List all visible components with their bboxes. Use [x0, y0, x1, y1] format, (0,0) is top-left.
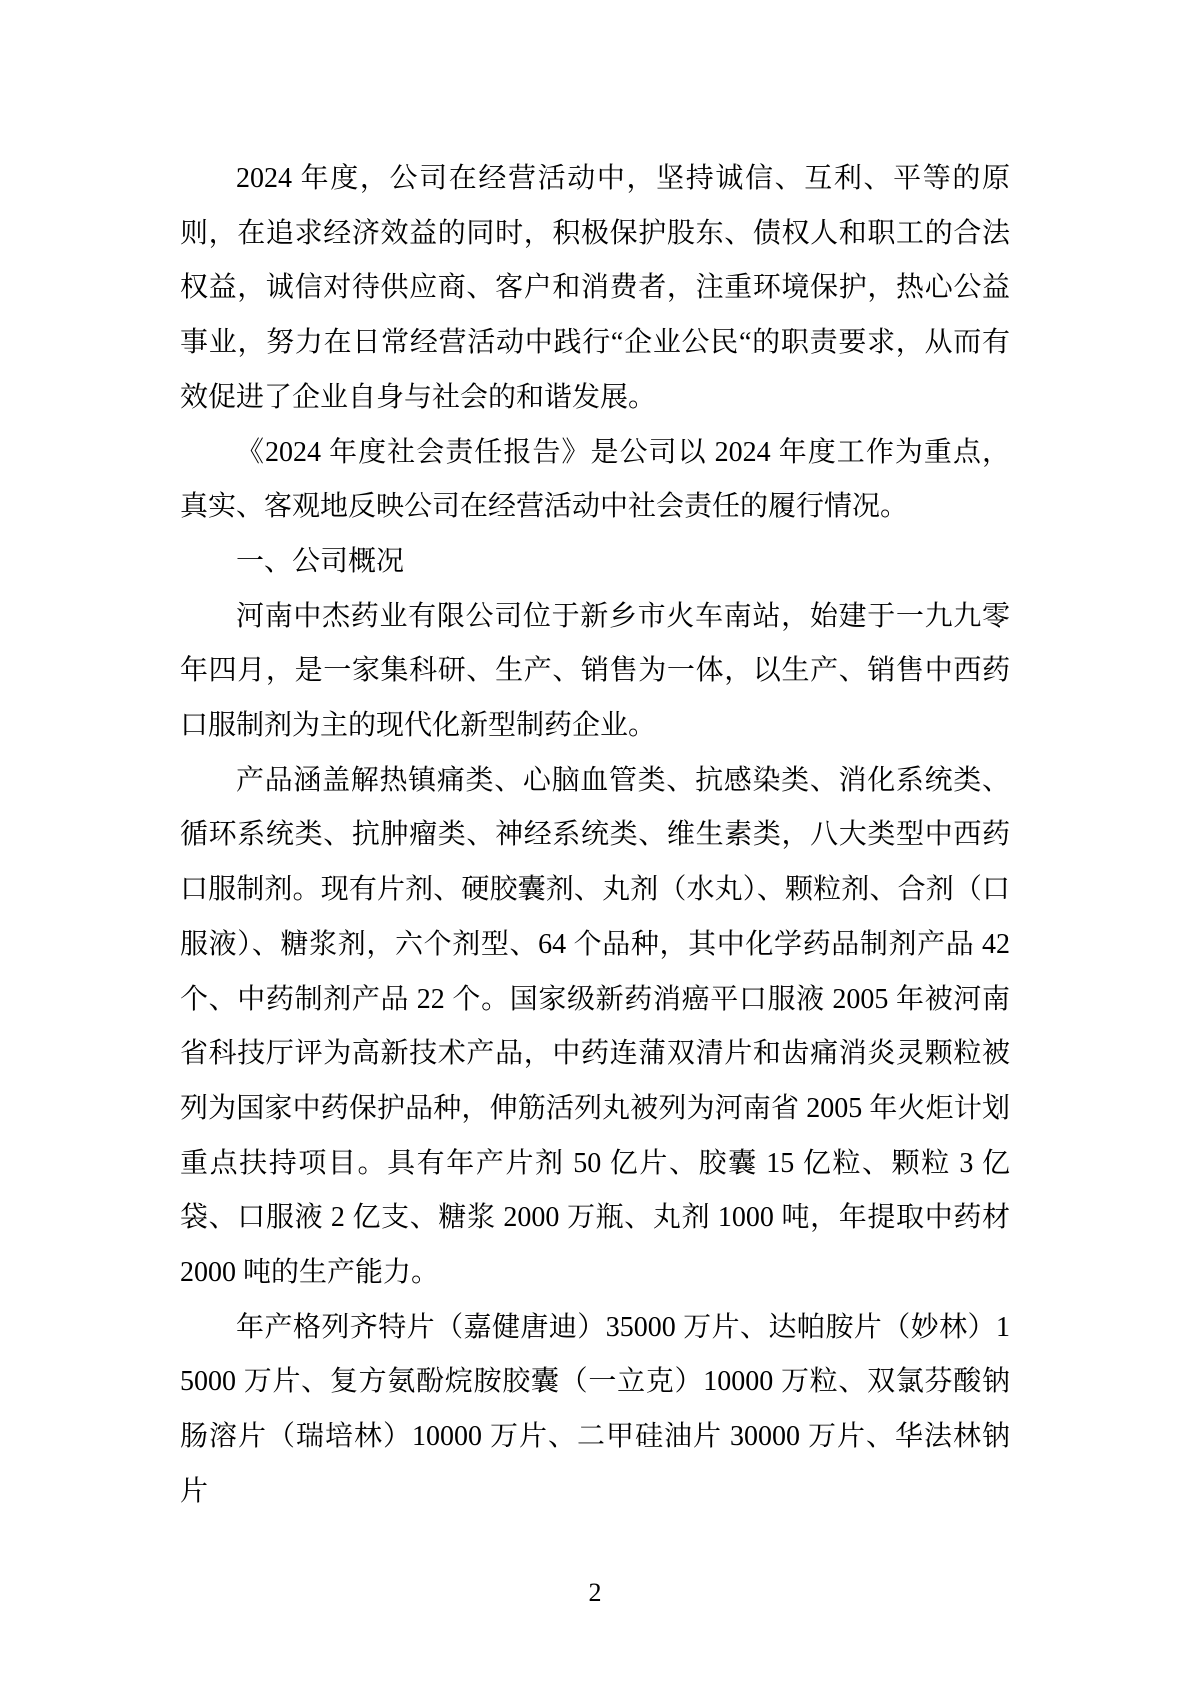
body-paragraph: 《2024 年度社会责任报告》是公司以 2024 年度工作为重点，真实、客观地反映公司在经营活动中社会责任的履行情况。 — [180, 436, 1010, 523]
section-heading-company-overview: 一、公司概况 — [236, 545, 405, 577]
body-paragraph: 2024 年度，公司在经营活动中，坚持诚信、互利、平等的原则，在追求经济效益的同时，积极保护股东、债权人和职工的合法权益，诚信对待供应商、客户和消费者，注重环境保护，热心公益事业，努力在日常经营活动中践行“企业公民“的职责要求，从而有效促进了企业自身与社会的和谐发展。 — [180, 163, 1010, 413]
body-paragraph: 年产格列齐特片（嘉健唐迪）35000 万片、达帕胺片（妙林）15000 万片、复方氨酚烷胺胶囊（一立克）10000 万粒、双氯芬酸钠肠溶片（瑞培林）10000 万片、二甲硅油片 30000 万片、华法林钠片 — [180, 1311, 1010, 1507]
body-paragraph: 河南中杰药业有限公司位于新乡市火车南站，始建于一九九零年四月，是一家集科研、生产、销售为一体，以生产、销售中西药口服制剂为主的现代化新型制药企业。 — [180, 600, 1010, 742]
page-number: 2 — [588, 1578, 602, 1607]
page-body — [180, 152, 1010, 1520]
body-paragraph: 产品涵盖解热镇痛类、心脑血管类、抗感染类、消化系统类、循环系统类、抗肿瘤类、神经系统类、维生素类，八大类型中西药口服制剂。现有片剂、硬胶囊剂、丸剂（水丸）、颗粒剂、合剂（口服液）、糖浆剂，六个剂型、64 个品种，其中化学药品制剂产品 42 个、中药制剂产品 22 个。国家级新药消癌平口服液 2005 年被河南省科技厅评为高新技术产品，中药连蒲双清片和齿痛消炎灵颗粒被列为国家中药保护品种，伸筋活列丸被列为河南省 2005 年火炬计划重点扶持项目。具有年产片剂 50 亿片、胶囊 15 亿粒、颗粒 3 亿袋、口服液 2 亿支、糖浆 2000 万瓶、丸剂 1000 吨，年提取中药材 2000 吨的生产能力。 — [180, 764, 1010, 1289]
